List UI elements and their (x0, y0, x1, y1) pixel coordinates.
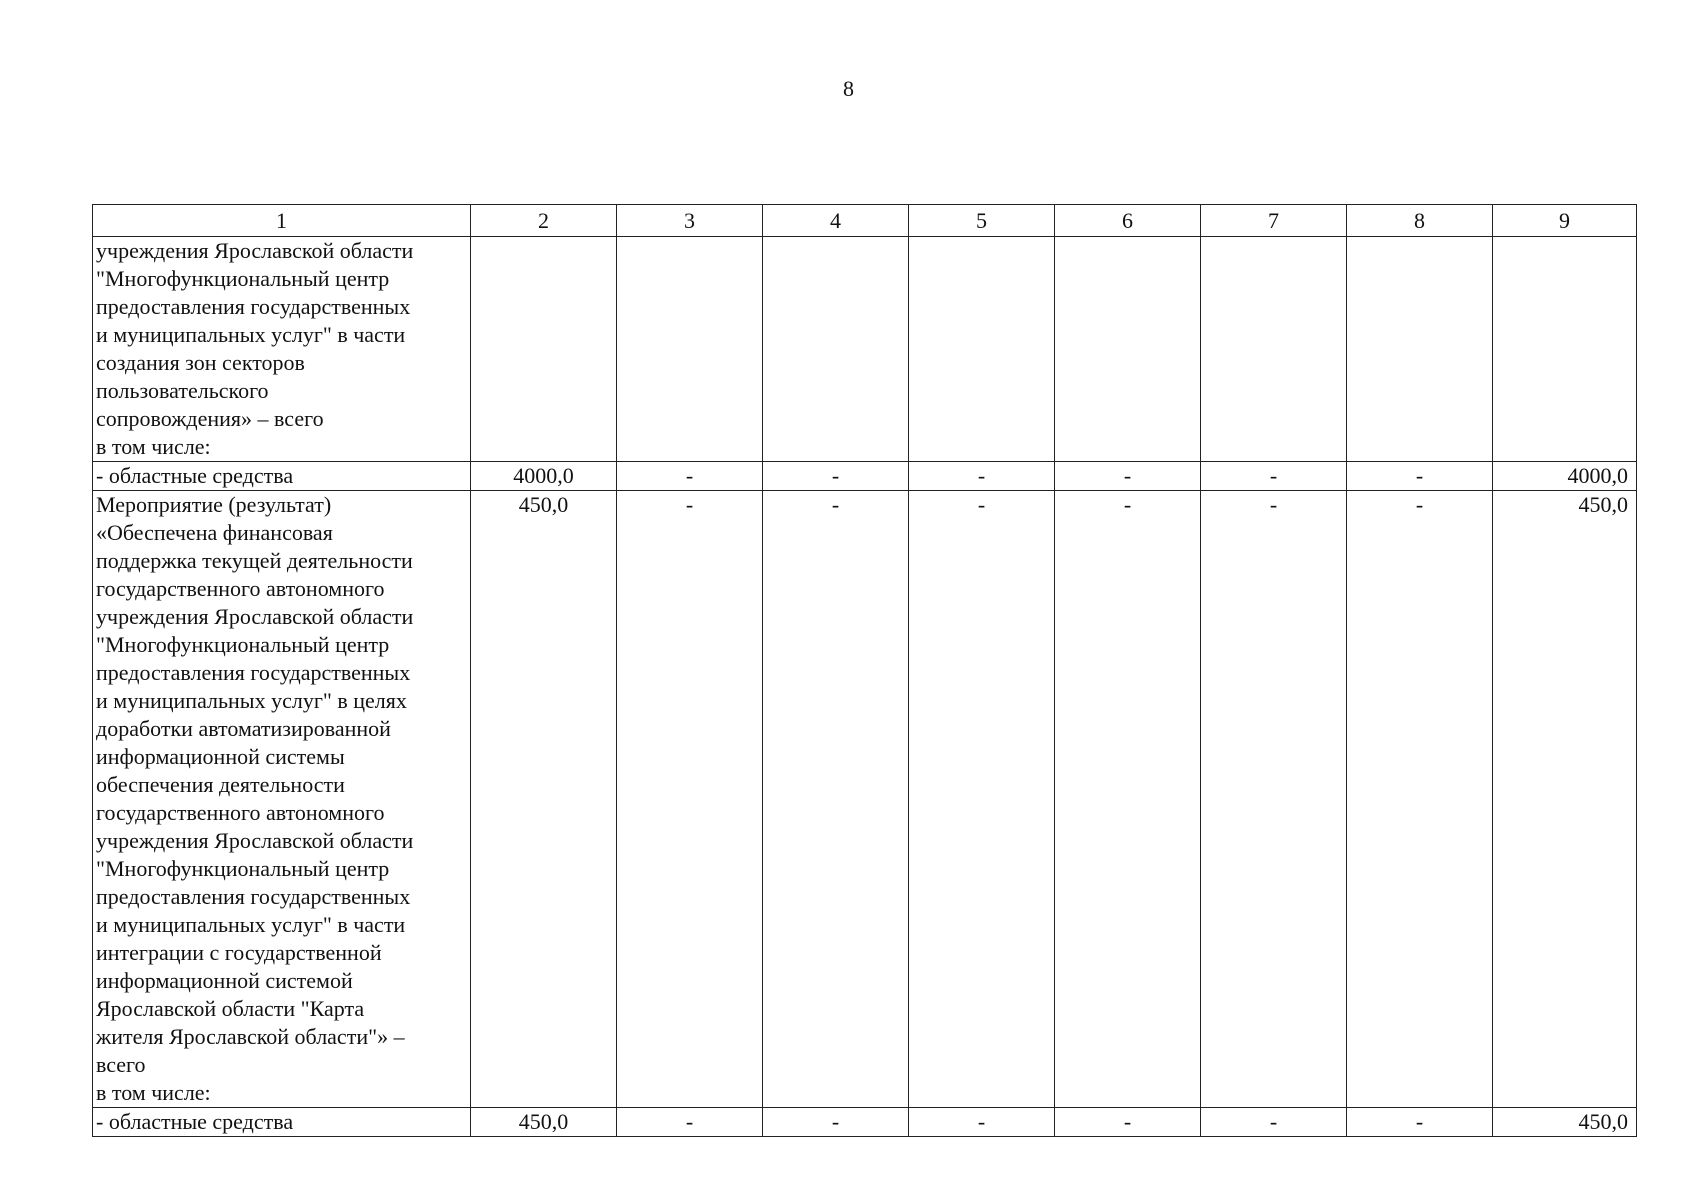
value-cell: - (1347, 491, 1493, 1108)
value-cell (471, 237, 617, 462)
value-cell: 450,0 (471, 491, 617, 1108)
column-header-7: 7 (1201, 205, 1347, 237)
value-cell (1347, 237, 1493, 462)
value-cell (1493, 237, 1637, 462)
table-row (93, 237, 1637, 462)
value-cell: - (1201, 491, 1347, 1108)
value-cell: - (617, 1108, 763, 1137)
row-description: учреждения Ярославской области "Многофункциональный центр предоставления государственных и муниципальных услуг" в части создания зон секторов пользовательского сопровождения» – всего в том числе: (93, 237, 471, 462)
value-cell: - (1201, 1108, 1347, 1137)
column-header-3: 3 (617, 205, 763, 237)
column-header-4: 4 (763, 205, 909, 237)
row-description: Мероприятие (результат) «Обеспечена финансовая поддержка текущей деятельности государственного автономного учреждения Ярославской области "Многофункциональный центр предоставления государственных и муниципальных услуг" в целях доработки автоматизированной информационной системы обеспечения деятельности государственного автономного учреждения Ярославской области "Многофункциональный центр предоставления государственных и муниципальных услуг" в части интеграции с государственной информационной системой Ярославской области "Карта жителя Ярославской области"» – всего в том числе: (93, 491, 471, 1108)
row-description: - областные средства (93, 1108, 471, 1137)
header-row (93, 205, 1637, 237)
column-header-8: 8 (1347, 205, 1493, 237)
value-cell: - (1055, 491, 1201, 1108)
value-cell (909, 237, 1055, 462)
budget-table (92, 204, 1637, 1137)
table-row (93, 491, 1637, 1108)
row-description: - областные средства (93, 462, 471, 491)
value-cell: 450,0 (471, 1108, 617, 1137)
value-cell: 4000,0 (1493, 462, 1637, 491)
value-cell (1201, 237, 1347, 462)
column-header-2: 2 (471, 205, 617, 237)
table-row (93, 462, 1637, 491)
value-cell: - (1347, 462, 1493, 491)
value-cell: - (763, 1108, 909, 1137)
value-cell: - (1055, 462, 1201, 491)
value-cell: - (1055, 1108, 1201, 1137)
value-cell: - (1347, 1108, 1493, 1137)
column-header-1: 1 (93, 205, 471, 237)
value-cell: - (909, 462, 1055, 491)
value-cell: 450,0 (1493, 1108, 1637, 1137)
value-cell: - (909, 1108, 1055, 1137)
value-cell (1055, 237, 1201, 462)
value-cell: - (617, 462, 763, 491)
column-header-5: 5 (909, 205, 1055, 237)
table-row (93, 1108, 1637, 1137)
value-cell: 450,0 (1493, 491, 1637, 1108)
column-header-9: 9 (1493, 205, 1637, 237)
value-cell: - (617, 491, 763, 1108)
value-cell: 4000,0 (471, 462, 617, 491)
value-cell (617, 237, 763, 462)
column-header-6: 6 (1055, 205, 1201, 237)
page-number: 8 (843, 76, 854, 101)
value-cell: - (1201, 462, 1347, 491)
value-cell: - (909, 491, 1055, 1108)
value-cell: - (763, 491, 909, 1108)
value-cell (763, 237, 909, 462)
value-cell: - (763, 462, 909, 491)
